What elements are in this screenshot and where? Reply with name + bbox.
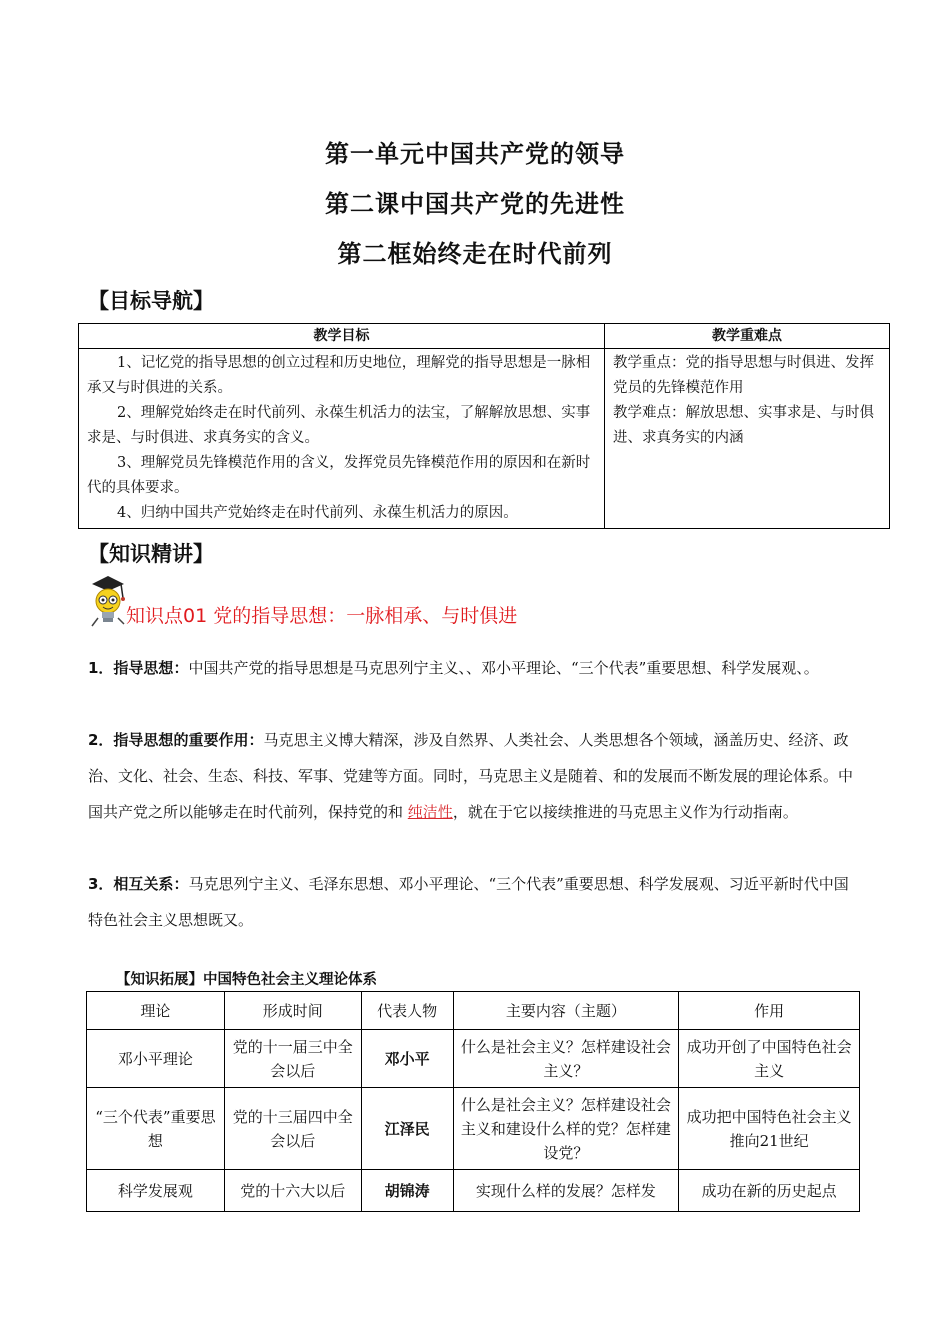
table-header-cell: 主要内容（主题） — [453, 992, 679, 1030]
table-header-row — [87, 992, 860, 1030]
table-header-cell: 理论 — [87, 992, 225, 1030]
table-cell: 成功把中国特色社会主义推向21世纪 — [679, 1088, 860, 1170]
table-cell: 什么是社会主义？怎样建设社会主义？ — [453, 1030, 679, 1088]
table-row — [87, 1088, 860, 1170]
keypoints-header: 教学重难点 — [605, 324, 890, 349]
para-label: 2．指导思想的重要作用： — [88, 731, 264, 749]
table-cell: 成功在新的历史起点 — [679, 1170, 860, 1212]
table-row — [87, 1030, 860, 1088]
paragraph-guiding-thought — [88, 650, 862, 686]
goal-nav-heading: 【目标导航】 — [88, 289, 214, 313]
table-cell: 实现什么样的发展？怎样发 — [453, 1170, 679, 1212]
table-cell: 党的十六大以后 — [224, 1170, 361, 1212]
keypoints-cell — [605, 349, 890, 529]
table-cell: 科学发展观 — [87, 1170, 225, 1212]
purity-link[interactable]: 纯洁性 — [407, 803, 453, 821]
knowledge-heading: 【知识精讲】 — [88, 542, 214, 566]
table-cell: 胡锦涛 — [361, 1170, 453, 1212]
objective-item: 4、归纳中国共产党始终走在时代前列、永葆生机活力的原因。 — [117, 505, 518, 521]
table-cell: 党的十一届三中全会以后 — [224, 1030, 361, 1088]
objectives-header: 教学目标 — [79, 324, 605, 349]
lesson-title: 第二课中国共产党的先进性 — [325, 190, 625, 218]
frame-title: 第二框始终走在时代前列 — [337, 240, 613, 268]
extension-heading: 【知识拓展】中国特色社会主义理论体系 — [116, 972, 377, 988]
table-cell: 江泽民 — [361, 1088, 453, 1170]
table-header-cell: 形成时间 — [224, 992, 361, 1030]
graduate-lightbulb-icon — [88, 574, 128, 630]
para-text: 马克思列宁主义、毛泽东思想、邓小平理论、“三个代表”重要思想、科学发展观、习近平新时代中国特色社会主义思想既又。 — [88, 875, 849, 929]
table-header-cell: 作用 — [679, 992, 860, 1030]
para-label: 1．指导思想： — [88, 659, 189, 677]
table-cell: 成功开创了中国特色社会主义 — [679, 1030, 860, 1088]
objectives-cell — [79, 349, 605, 529]
para-text: 马克思主义博大精深，涉及自然界、人类社会、人类思想各个领域，涵盖历史、经济、政治、文化、社会、生态、科技、军事、党建等方面。同时，马克思主义是随着、和的发展而不断发展的理论体系。中国共产党之所以能够走在时代前列，保持党的和 — [88, 731, 854, 821]
para-text: 中国共产党的指导思想是马克思列宁主义、、邓小平理论、“三个代表”重要思想、科学发展观、。 — [188, 659, 819, 677]
unit-title: 第一单元中国共产党的领导 — [325, 140, 625, 168]
table-cell: 什么是社会主义？怎样建设社会主义和建设什么样的党？怎样建设党？ — [453, 1088, 679, 1170]
difficult-point: 教学难点：解放思想、实事求是、与时俱进、求真务实的内涵 — [613, 405, 874, 446]
table-cell: 邓小平理论 — [87, 1030, 225, 1088]
knowledge-point-title: 知识点01 党的指导思想：一脉相承、与时俱进 — [126, 605, 518, 627]
objective-item: 2、理解党始终走在时代前列、永葆生机活力的法宝，了解解放思想、实事求是、与时俱进、求真务实的含义。 — [87, 405, 591, 446]
objective-item: 3、理解党员先锋模范作用的含义，发挥党员先锋模范作用的原因和在新时代的具体要求。 — [87, 455, 591, 496]
table-header-cell: 代表人物 — [361, 992, 453, 1030]
table-cell: “三个代表”重要思想 — [87, 1088, 225, 1170]
objective-item: 1、记忆党的指导思想的创立过程和历史地位，理解党的指导思想是一脉相承又与时俱进的关系。 — [87, 355, 591, 396]
paragraph-relationship — [88, 866, 862, 938]
goals-table — [78, 323, 890, 529]
table-cell: 党的十三届四中全会以后 — [224, 1088, 361, 1170]
key-point: 教学重点：党的指导思想与时俱进、发挥党员的先锋模范作用 — [613, 355, 874, 396]
para-text: ，就在于它以接续推进的马克思主义作为行动指南。 — [452, 803, 798, 821]
theory-system-table — [86, 991, 860, 1212]
para-label: 3．相互关系： — [88, 875, 189, 893]
paragraph-importance — [88, 722, 862, 830]
table-row — [87, 1170, 860, 1212]
table-cell: 邓小平 — [361, 1030, 453, 1088]
